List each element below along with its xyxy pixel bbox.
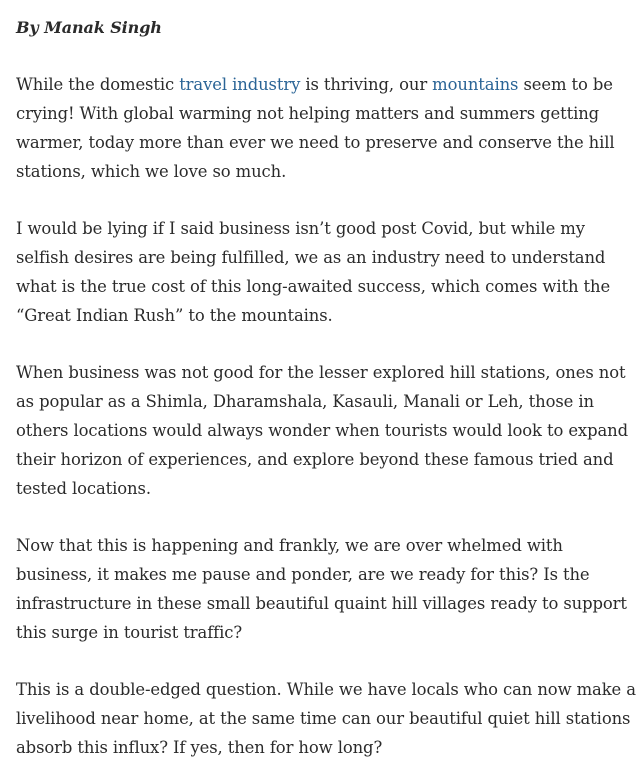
paragraph-text: I would be lying if I said business isn’t good post Covid, but while my selfish desires are being fulfilled, we as an industry need to understand what is the true cost of this long-awaited success, which comes with the “Great Indian Rush” to the mountains. [16,219,611,325]
article-paragraph [16,70,636,186]
article-paragraphs [16,70,636,762]
article-paragraph [16,675,636,762]
paragraph-text: This is a double-edged question. While we have locals who can now make a livelihood near home, at the same time can our beautiful quiet hill stations absorb this influx? If yes, then for how long? [16,680,636,757]
mountains-link[interactable]: mountains [432,75,519,94]
byline: By Manak Singh [16,18,162,37]
article-paragraph [16,214,636,330]
article-paragraph [16,358,636,503]
paragraph-text: While the domestic [16,75,180,94]
paragraph-text: Now that this is happening and frankly, we are over whelmed with business, it makes me pause and ponder, are we ready for this? Is the infrastructure in these small beautiful quaint hill villages ready to support this surge in tourist traffic? [16,536,627,642]
paragraph-text: seem to be crying! With global warming not helping matters and summers getting warmer, today more than ever we need to preserve and conserve the hill stations, which we love so much. [16,75,615,181]
paragraph-text: is thriving, our [300,75,433,94]
paragraph-text: When business was not good for the lesser explored hill stations, ones not as popular as a Shimla, Dharamshala, Kasauli, Manali or Leh, those in others locations would always wonder when tourists would look to expand their horizon of experiences, and explore beyond these famous tried and tested locations. [16,363,628,498]
article-body [16,13,636,762]
travel-industry-link[interactable]: travel industry [179,75,301,94]
article-paragraph [16,531,636,647]
